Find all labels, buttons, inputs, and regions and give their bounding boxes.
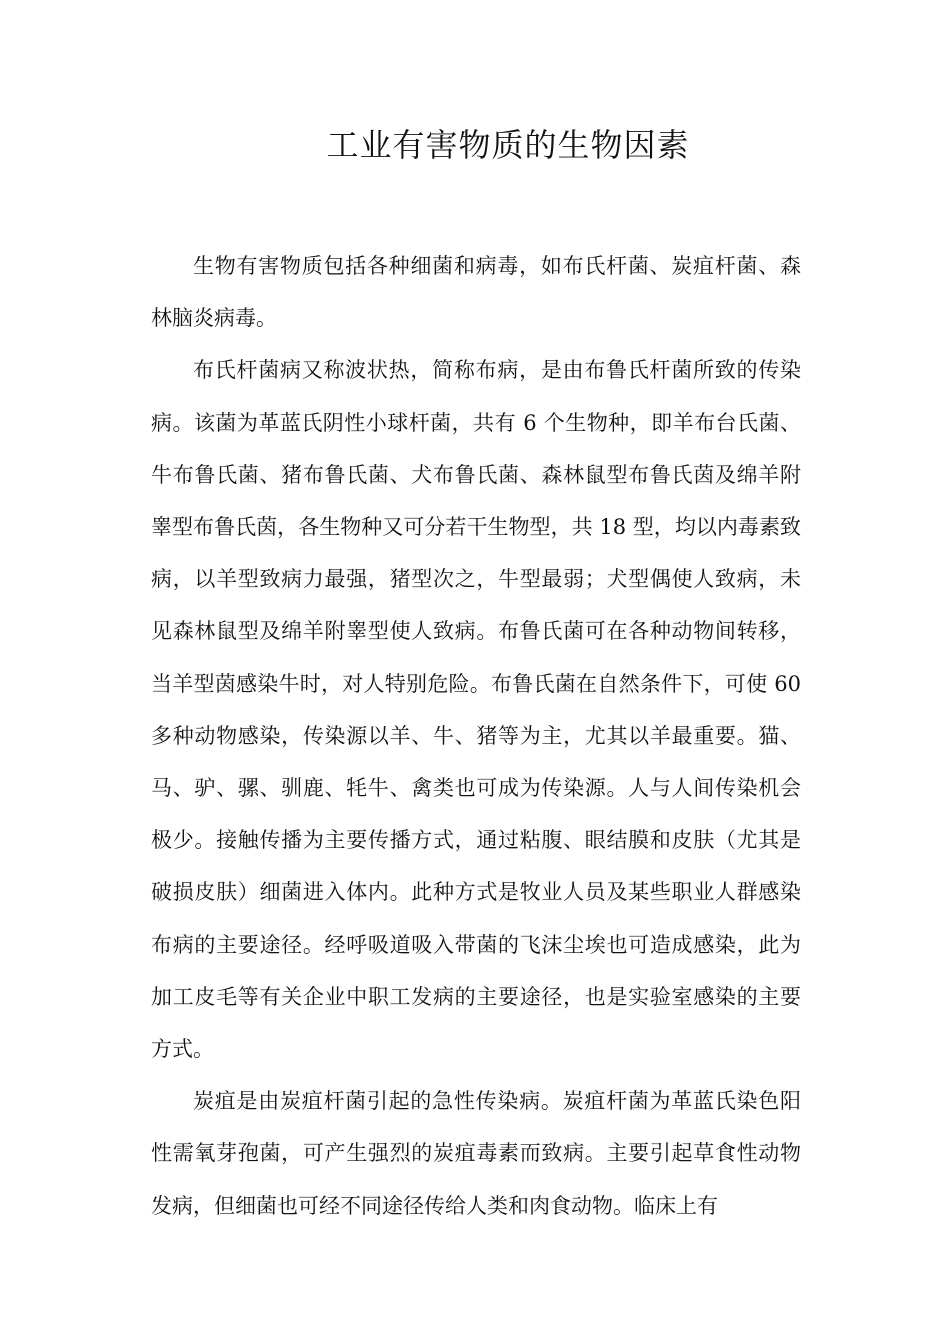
paragraph-brucellosis: 布氏杆菌病又称波状热，简称布病，是由布鲁氏杆菌所致的传染病。该菌为革蓝氏阴性小球杆菌，共有 6 个生物种，即羊布台氏菌、牛布鲁氏菌、猪布鲁氏菌、犬布鲁氏菌、森林鼠型布鲁氏茵及绵羊附睾型布鲁氏茵，各生物种又可分若干生物型，共 18 型，均以内毒素致病，以羊型致病力最强，猪型次之，牛型最弱；犬型偶使人致病，未见森林鼠型及绵羊附睾型使人致病。布鲁氏菌可在各种动物间转移，当羊型茵感染牛时，对人特别危险。布鲁氏菌在自然条件下，可使 60 多种动物感染，传染源以羊、牛、猪等为主，尤其以羊最重要。猫、马、驴、骡、驯鹿、牦牛、禽类也可成为传染源。人与人间传染机会极少。接触传播为主要传播方式，通过粘腹、眼结膜和皮肤（尤其是破损皮肤）细菌进入体内。此种方式是牧业人员及某些职业人群感染布病的主要途径。经呼吸道吸入带菌的飞沫尘埃也可造成感染，此为加工皮毛等有关企业中职工发病的主要途径，也是实验室感染的主要方式。 [151, 358, 801, 1062]
paragraph-intro: 生物有害物质包括各种细菌和病毒，如布氏杆菌、炭疽杆菌、森林脑炎病毒。 [151, 254, 801, 331]
paragraph-anthrax: 炭疽是由炭疽杆菌引起的急性传染病。炭疽杆菌为革蓝氏染色阳性需氧芽孢菌，可产生强烈的炭疽毒素而致病。主要引起草食性动物发病，但细菌也可经不同途径传给人类和肉食动物。临床上有 [151, 1089, 801, 1218]
document-body [151, 240, 801, 1232]
document-title: 工业有害物质的生物因素 [326, 126, 690, 164]
